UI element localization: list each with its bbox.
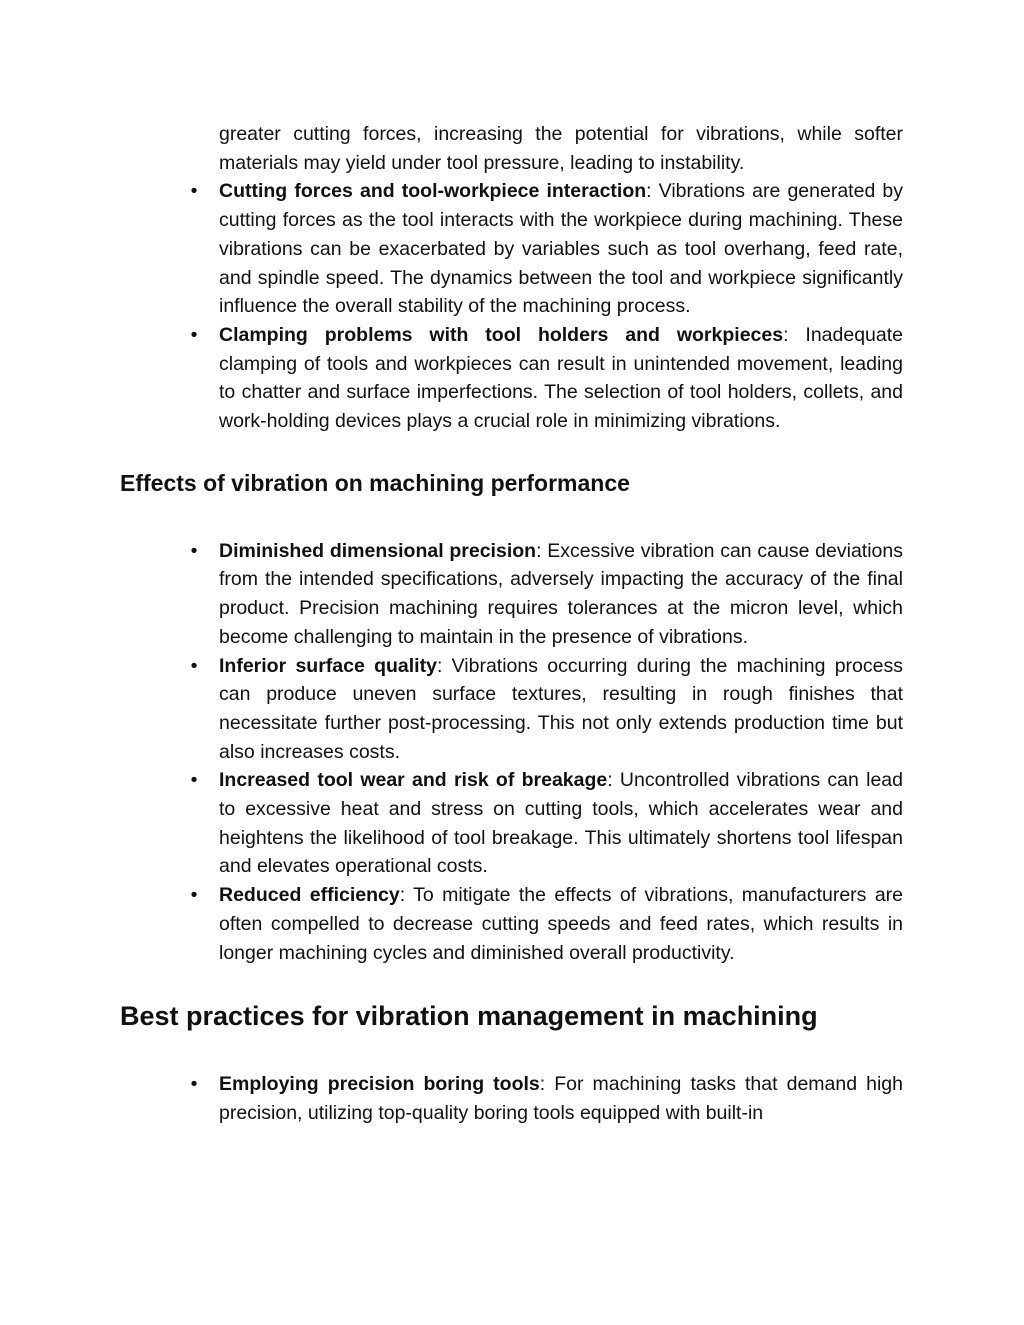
- list-item-term: Reduced efficiency: [219, 884, 400, 907]
- list-item-term: Clamping problems with tool holders and workpieces: [219, 323, 784, 346]
- bullet-icon: •: [190, 884, 198, 907]
- bullet-icon: •: [190, 180, 198, 203]
- effects-list: [120, 537, 903, 968]
- list-item: [190, 766, 903, 881]
- best-practices-list: [120, 1070, 903, 1127]
- list-item-text: : For machining tasks that demand high precision, utilizing top-quality boring tools equipped with built-in: [219, 1073, 903, 1124]
- list-item: [190, 321, 903, 436]
- list-item: [190, 177, 903, 321]
- bullet-icon: •: [190, 1073, 198, 1096]
- list-item-term: Diminished dimensional precision: [219, 539, 537, 562]
- list-item-term: Cutting forces and tool-workpiece interaction: [219, 180, 647, 203]
- list-item-term: Increased tool wear and risk of breakage: [219, 769, 608, 792]
- bullet-icon: •: [190, 539, 198, 562]
- bullet-icon: •: [190, 323, 198, 346]
- list-item: [190, 1070, 903, 1127]
- section-heading-best-practices: Best practices for vibration management in machining: [120, 1001, 818, 1032]
- causes-list: [120, 177, 903, 435]
- list-item-text: : To mitigate the effects of vibrations, manufacturers are often compelled to decrease cutting speeds and feed rates, which results in longer machining cycles and diminished overall productivity.: [219, 884, 904, 964]
- list-item: [190, 537, 903, 652]
- list-item-text: : Uncontrolled vibrations can lead to excessive heat and stress on cutting tools, which accelerates wear and heightens the likelihood of tool breakage. This ultimately shortens tool lifespan and elevates operational costs.: [219, 769, 903, 878]
- bullet-icon: •: [190, 654, 198, 677]
- list-item-text: : Vibrations are generated by cutting forces as the tool interacts with the workpiece during machining. These vibrations can be exacerbated by variables such as tool overhang, feed rate, and spindle speed. The dynamics between the tool and workpiece significantly influence the overall stability of the machining process.: [219, 180, 903, 318]
- page-content: [120, 120, 903, 1128]
- list-item-text: : Excessive vibration can cause deviations from the intended specifications, adversely impacting the accuracy of the final product. Precision machining requires tolerances at the micron level, which become challenging to maintain in the presence of vibrations.: [219, 539, 903, 648]
- bullet-icon: •: [190, 769, 198, 792]
- intro-continuation-paragraph: greater cutting forces, increasing the potential for vibrations, while softer materials may yield under tool pressure, leading to instability.: [219, 123, 903, 174]
- list-item: [190, 652, 903, 767]
- list-item: [190, 881, 904, 967]
- list-item-term: Inferior surface quality: [219, 654, 437, 677]
- list-item-text: : Inadequate clamping of tools and workpieces can result in unintended movement, leading to chatter and surface imperfections. The selection of tool holders, collets, and work-holding devices plays a crucial role in minimizing vibrations.: [219, 323, 903, 433]
- list-item-text: : Vibrations occurring during the machining process can produce uneven surface textures, resulting in rough finishes that necessitate further post-processing. This not only extends production time but also increases costs.: [219, 654, 903, 763]
- list-item-term: Employing precision boring tools: [219, 1073, 540, 1096]
- section-heading-effects: Effects of vibration on machining performance: [120, 469, 630, 496]
